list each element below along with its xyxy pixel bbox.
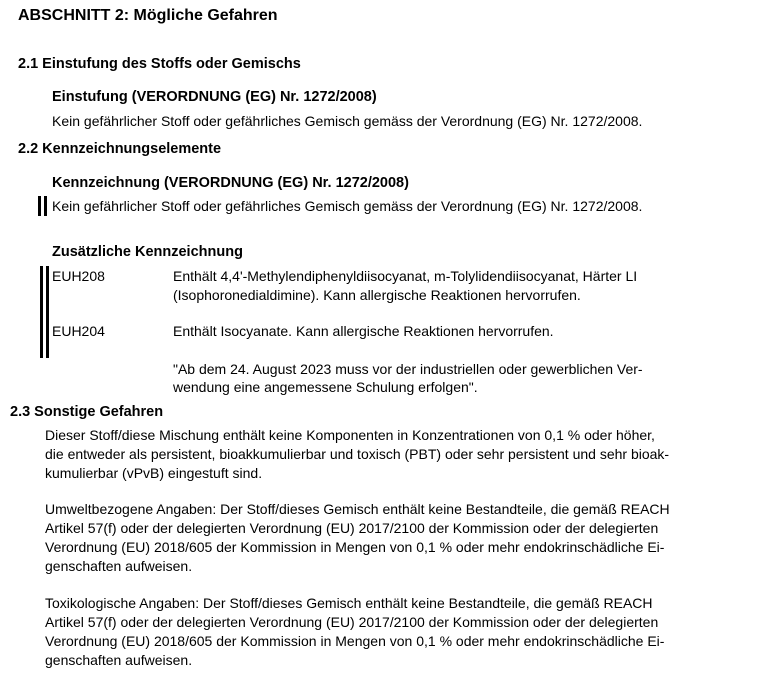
umwelt-paragraph: Verordnung (EU) 2018/605 der Kommission in Mengen von 0,1 % oder mehr endokrinschädliche Ei-	[45, 539, 665, 555]
heading-2-3: 2.3 Sonstige Gefahren	[10, 404, 164, 420]
change-bar	[46, 266, 49, 358]
subheading-kennzeichnung: Kennzeichnung (VERORDNUNG (EG) Nr. 1272/2008)	[52, 175, 409, 191]
change-bar	[44, 196, 47, 216]
change-bar	[40, 266, 43, 358]
section-title: ABSCHNITT 2: Mögliche Gefahren	[18, 7, 278, 24]
euh-statement: (Isophoronedialdimine). Kann allergische Reaktionen hervorrufen.	[173, 287, 581, 303]
tox-paragraph: Artikel 57(f) oder der delegierten Verordnung (EU) 2017/2100 der Kommission oder der delegierten	[45, 614, 659, 630]
umwelt-paragraph: Artikel 57(f) oder der delegierten Verordnung (EU) 2017/2100 der Kommission oder der delegierten	[45, 520, 659, 536]
kennzeichnung-text: Kein gefährlicher Stoff oder gefährliches Gemisch gemäss der Verordnung (EG) Nr. 1272/2008.	[52, 198, 643, 214]
pbt-paragraph: die entweder als persistent, bioakkumulierbar und toxisch (PBT) oder sehr persistent und sehr bioak-	[45, 446, 670, 462]
subheading-zusaetzliche-kennzeichnung: Zusätzliche Kennzeichnung	[52, 244, 243, 260]
umwelt-paragraph: Umweltbezogene Angaben: Der Stoff/dieses Gemisch enthält keine Bestandteile, die gemäß REACH	[45, 501, 670, 517]
euh-code: EUH208	[52, 268, 105, 284]
schulung-note: "Ab dem 24. August 2023 muss vor der industriellen oder gewerblichen Ver-	[173, 361, 643, 377]
euh-statement: Enthält Isocyanate. Kann allergische Reaktionen hervorrufen.	[173, 323, 554, 339]
tox-paragraph: Verordnung (EU) 2018/605 der Kommission in Mengen von 0,1 % oder mehr endokrinschädliche Ei-	[45, 633, 665, 649]
pbt-paragraph: Dieser Stoff/diese Mischung enthält keine Komponenten in Konzentrationen von 0,1 % oder höher,	[45, 427, 655, 443]
subheading-einstufung: Einstufung (VERORDNUNG (EG) Nr. 1272/2008)	[52, 89, 377, 105]
schulung-note: wendung eine angemessene Schulung erfolgen".	[173, 379, 478, 395]
einstufung-text: Kein gefährlicher Stoff oder gefährliches Gemisch gemäss der Verordnung (EG) Nr. 1272/2008.	[52, 113, 643, 129]
heading-2-1: 2.1 Einstufung des Stoffs oder Gemischs	[18, 56, 301, 72]
change-bar	[38, 196, 41, 216]
tox-paragraph: Toxikologische Angaben: Der Stoff/dieses Gemisch enthält keine Bestandteile, die gemäß REACH	[45, 595, 653, 611]
umwelt-paragraph: genschaften aufweisen.	[45, 558, 193, 574]
tox-paragraph: genschaften aufweisen.	[45, 652, 193, 668]
heading-2-2: 2.2 Kennzeichnungselemente	[18, 141, 222, 157]
pbt-paragraph: kumulierbar (vPvB) eingestuft sind.	[45, 465, 263, 481]
euh-statement: Enthält 4,4'-Methylendiphenyldiisocyanat, m-Tolylidendiisocyanat, Härter LI	[173, 268, 638, 284]
euh-code: EUH204	[52, 323, 105, 339]
